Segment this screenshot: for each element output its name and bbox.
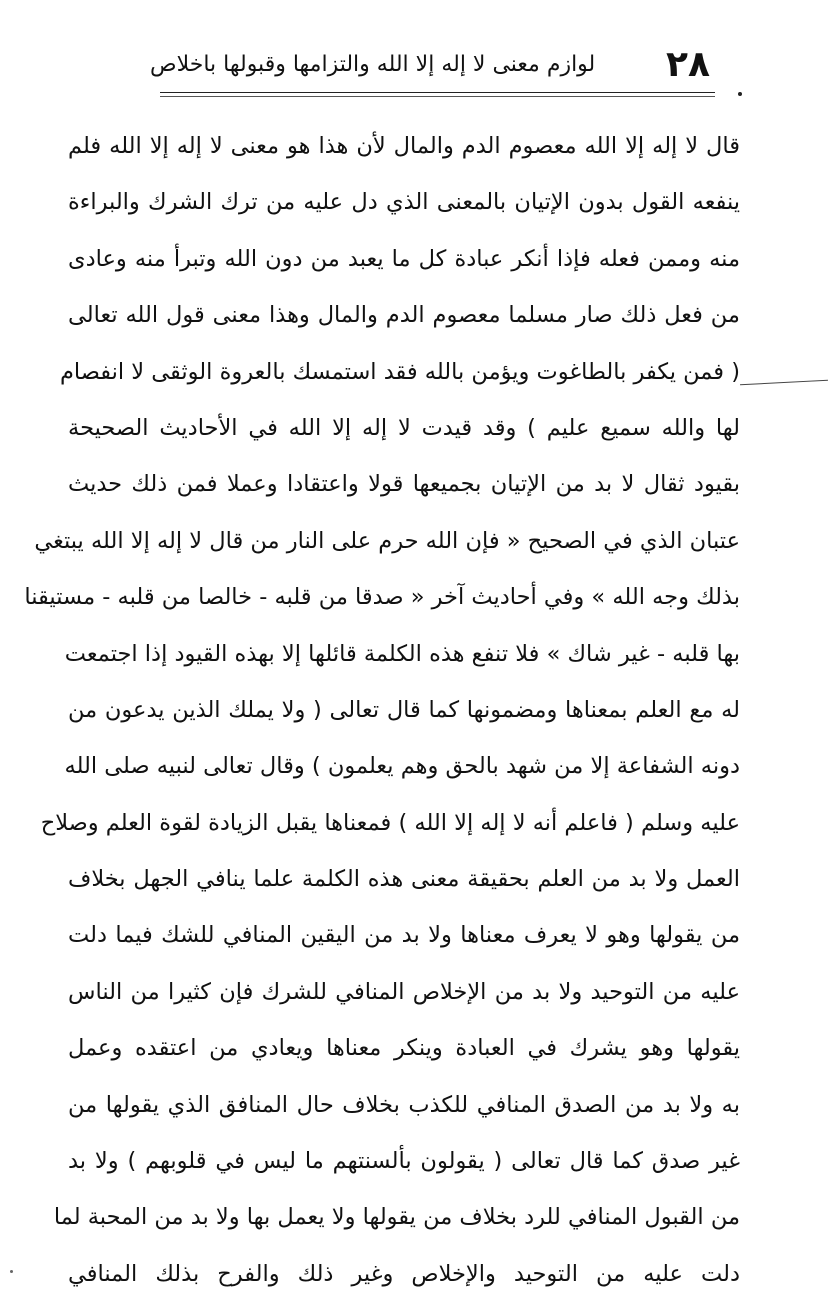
text-line: من فعل ذلك صار مسلما معصوم الدم والمال وهذا معنى قول الله تعالى [68, 302, 740, 329]
text-line: دلت عليه من التوحيد والإخلاص وغير ذلك والفرح بذلك المنافي [68, 1260, 740, 1287]
header-rule [160, 92, 715, 93]
body-text [24, 118, 740, 1302]
text-line: عتبان الذي في الصحيح « فإن الله حرم على النار من قال لا إله إلا الله يبتغي [34, 527, 740, 554]
text-line: من القبول المنافي للرد بخلاف من يقولها ولا يعمل بها ولا بد من المحبة لما [53, 1204, 740, 1231]
text-line: غير صدق كما قال تعالى ( يقولون بألسنتهم ما ليس في قلوبهم ) ولا بد [68, 1148, 740, 1175]
text-line: قال لا إله إلا الله معصوم الدم والمال لأن هذا هو معنى لا إله إلا الله فلم [68, 133, 740, 159]
header-rule-secondary [160, 96, 715, 97]
text-line: بذلك وجه الله » وفي أحاديث آخر « صدقا من قلبه - خالصا من قلبه - مستيقنا [24, 584, 740, 611]
text-line: ( فمن يكفر بالطاغوت ويؤمن بالله فقد استمسك بالعروة الوثقى لا انفصام [59, 358, 740, 385]
text-line: به ولا بد من الصدق المنافي للكذب بخلاف حال المنافق الذي يقولها من [68, 1091, 740, 1118]
page-number: ٢٨ [666, 43, 710, 85]
text-line: عليه من التوحيد ولا بد من الإخلاص المنافي للشرك فإن كثيرا من الناس [68, 978, 740, 1005]
text-line: له مع العلم بمعناها ومضمونها كما قال تعالى ( ولا يملك الذين يدعون من [68, 696, 740, 723]
margin-dot [10, 1270, 13, 1273]
text-line: بها قلبه - غير شاك » فلا تنفع هذه الكلمة قائلها إلا بهذه القيود إذا اجتمعت [64, 640, 740, 667]
page-header [150, 40, 710, 88]
text-line: من يقولها وهو لا يعرف معناها ولا بد من اليقين المنافي للشك فيما دلت [68, 922, 740, 949]
text-line: منه وممن فعله فإذا أنكر عبادة كل ما يعبد من دون الله وتبرأ منه وعادى [68, 245, 740, 272]
margin-mark [740, 380, 828, 386]
text-line: العمل ولا بد من العلم بحقيقة معنى هذه الكلمة علما ينافي الجهل بخلاف [68, 866, 740, 893]
text-line: دونه الشفاعة إلا من شهد بالحق وهم يعلمون ) وقال تعالى لنبيه صلى الله [64, 753, 740, 780]
text-line: لها والله سميع عليم ) وقد قيدت لا إله إلا الله في الأحاديث الصحيحة [68, 414, 740, 441]
text-line: ينفعه القول بدون الإتيان بالمعنى الذي دل عليه من ترك الشرك والبراءة [68, 189, 740, 216]
running-title: لوازم معنى لا إله إلا الله والتزامها وقبولها باخلاص [150, 51, 596, 77]
header-dot [738, 92, 742, 96]
text-line: عليه وسلم ( فاعلم أنه لا إله إلا الله ) فمعناها يقبل الزيادة لقوة العلم وصلاح [40, 809, 740, 836]
text-line: بقيود ثقال لا بد من الإتيان بجميعها قولا واعتقادا وعملا فمن ذلك حديث [68, 471, 740, 498]
text-line: يقولها وهو يشرك في العبادة وينكر معناها ويعادي من اعتقده وعمل [68, 1035, 740, 1062]
